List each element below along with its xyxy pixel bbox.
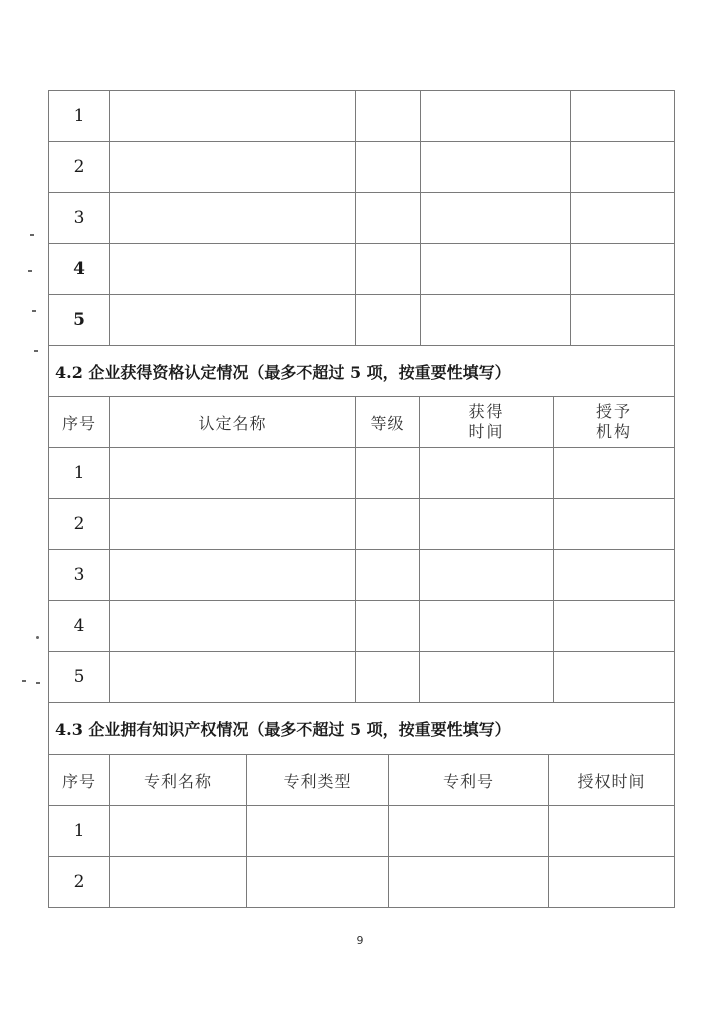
- row-number: 4: [49, 601, 110, 652]
- table-cell[interactable]: [110, 857, 247, 908]
- page-number: 9: [356, 934, 364, 947]
- table-row: [49, 857, 675, 908]
- section-title-4-2: 4.2 企业获得资格认定情况（最多不超过 5 项，按重要性填写）: [49, 346, 675, 397]
- qualification-table: [48, 345, 675, 703]
- table-cell[interactable]: [356, 448, 420, 499]
- table-cell[interactable]: [421, 244, 571, 295]
- table-cell[interactable]: [356, 193, 421, 244]
- scan-mark: [36, 682, 40, 684]
- table-cell[interactable]: [554, 499, 675, 550]
- form-sheet: [48, 90, 674, 908]
- scan-mark: [36, 636, 39, 639]
- table-cell[interactable]: [571, 193, 675, 244]
- table-cell[interactable]: [110, 295, 356, 346]
- table-cell[interactable]: [247, 806, 389, 857]
- table-cell[interactable]: [571, 142, 675, 193]
- table-cell[interactable]: [356, 550, 420, 601]
- row-number: 1: [49, 91, 110, 142]
- scan-mark: [30, 234, 34, 236]
- table-cell[interactable]: [554, 550, 675, 601]
- table-row: [49, 550, 675, 601]
- header-cert-name: 认定名称: [110, 397, 356, 448]
- table-row: [49, 244, 675, 295]
- table-cell[interactable]: [110, 448, 356, 499]
- table-cell[interactable]: [247, 857, 389, 908]
- table-row: [49, 91, 675, 142]
- table-continuation: [48, 90, 675, 346]
- table-row: [49, 652, 675, 703]
- table-cell[interactable]: [571, 295, 675, 346]
- table-cell[interactable]: [420, 601, 554, 652]
- table-row: [49, 448, 675, 499]
- header-row: [49, 755, 675, 806]
- table-row: [49, 499, 675, 550]
- table-cell[interactable]: [110, 601, 356, 652]
- header-line: 授予: [596, 402, 633, 421]
- header-obtain-time: [420, 397, 554, 448]
- row-number: 2: [49, 499, 110, 550]
- row-number: 3: [49, 550, 110, 601]
- table-cell[interactable]: [110, 91, 356, 142]
- table-cell[interactable]: [549, 806, 675, 857]
- section-title-4-3: 4.3 企业拥有知识产权情况（最多不超过 5 项，按重要性填写）: [49, 703, 675, 755]
- table-cell[interactable]: [571, 91, 675, 142]
- header-row: [49, 397, 675, 448]
- table-cell[interactable]: [110, 652, 356, 703]
- row-number: 4: [49, 244, 110, 295]
- row-number: 5: [49, 652, 110, 703]
- table-cell[interactable]: [421, 142, 571, 193]
- header-seq: 序号: [49, 755, 110, 806]
- row-number: 3: [49, 193, 110, 244]
- header-line: 机构: [596, 422, 633, 441]
- header-line: 时间: [468, 422, 505, 441]
- header-patent-name: 专利名称: [110, 755, 247, 806]
- table-cell[interactable]: [356, 601, 420, 652]
- header-line: 获得: [468, 402, 505, 421]
- table-cell[interactable]: [356, 295, 421, 346]
- table-cell[interactable]: [356, 499, 420, 550]
- table-cell[interactable]: [554, 652, 675, 703]
- header-patent-number: 专利号: [389, 755, 549, 806]
- table-cell[interactable]: [554, 601, 675, 652]
- header-seq: 序号: [49, 397, 110, 448]
- table-cell[interactable]: [420, 499, 554, 550]
- table-cell[interactable]: [549, 857, 675, 908]
- header-level: 等级: [356, 397, 420, 448]
- table-cell[interactable]: [356, 91, 421, 142]
- table-cell[interactable]: [110, 499, 356, 550]
- table-cell[interactable]: [110, 193, 356, 244]
- table-row: [49, 295, 675, 346]
- scan-mark: [32, 310, 36, 312]
- row-number: 1: [49, 448, 110, 499]
- table-cell[interactable]: [421, 193, 571, 244]
- table-cell[interactable]: [421, 295, 571, 346]
- table-cell[interactable]: [421, 91, 571, 142]
- row-number: 2: [49, 142, 110, 193]
- table-cell[interactable]: [356, 244, 421, 295]
- table-row: [49, 193, 675, 244]
- header-granting-org: [554, 397, 675, 448]
- ip-table: [48, 702, 675, 908]
- scan-mark: [34, 350, 38, 352]
- scan-mark: [28, 270, 32, 272]
- table-cell[interactable]: [389, 806, 549, 857]
- row-number: 2: [49, 857, 110, 908]
- table-row: [49, 806, 675, 857]
- table-cell[interactable]: [110, 550, 356, 601]
- table-cell[interactable]: [110, 142, 356, 193]
- table-row: [49, 142, 675, 193]
- row-number: 1: [49, 806, 110, 857]
- header-grant-time: 授权时间: [549, 755, 675, 806]
- row-number: 5: [49, 295, 110, 346]
- table-cell[interactable]: [356, 652, 420, 703]
- table-cell[interactable]: [356, 142, 421, 193]
- table-cell[interactable]: [571, 244, 675, 295]
- table-cell[interactable]: [420, 550, 554, 601]
- table-cell[interactable]: [420, 652, 554, 703]
- table-cell[interactable]: [389, 857, 549, 908]
- table-cell[interactable]: [110, 244, 356, 295]
- table-row: [49, 601, 675, 652]
- table-cell[interactable]: [554, 448, 675, 499]
- header-patent-type: 专利类型: [247, 755, 389, 806]
- table-cell[interactable]: [110, 806, 247, 857]
- scan-mark: [22, 680, 26, 682]
- table-cell[interactable]: [420, 448, 554, 499]
